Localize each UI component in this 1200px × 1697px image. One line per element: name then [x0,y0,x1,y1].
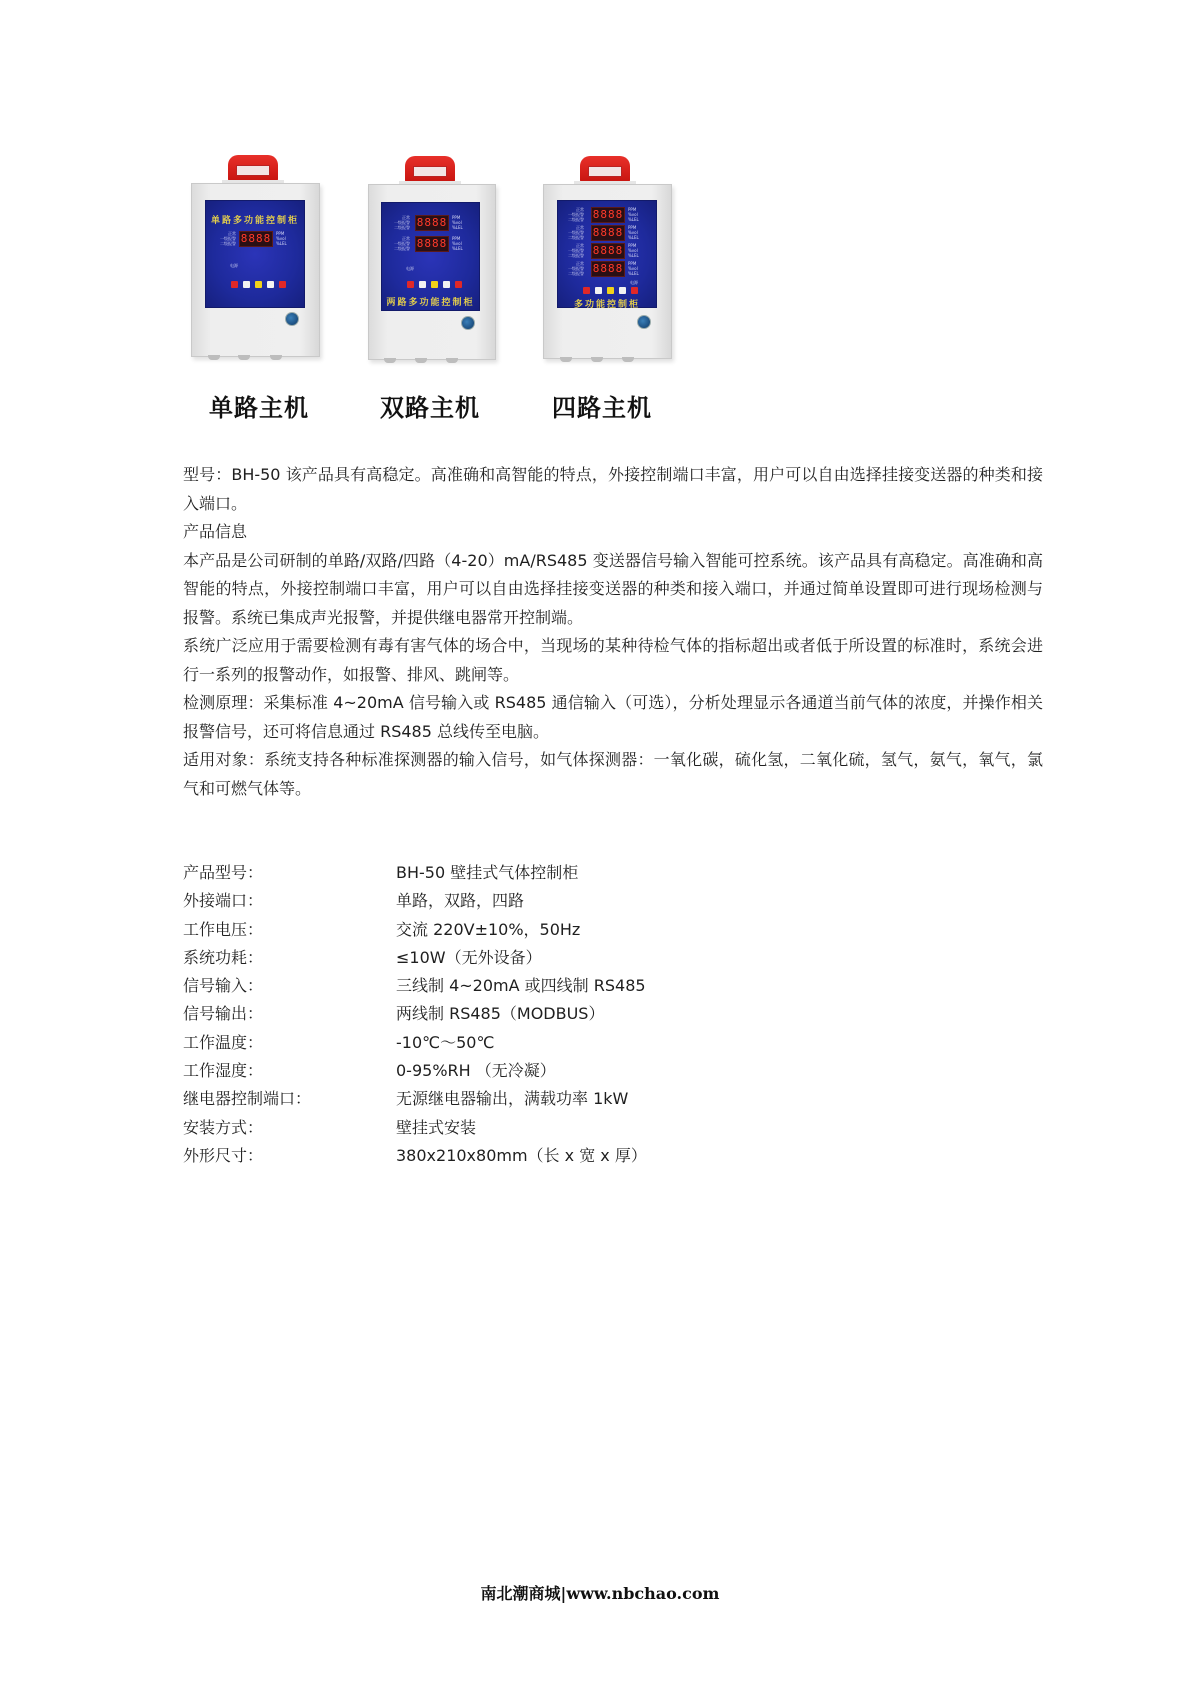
unit-labels: PPM %vol %LEL [276,231,287,246]
unit-labels: PPM %vol %LEL [628,243,639,258]
cable-gland [270,355,282,360]
application-text: 系统广泛应用于需要检测有毒有害气体的场合中，当现场的某种待检气体的指标超出或者低于所设置的标准时，系统会进行一系列的报警动作，如报警、排风、跳闸等。 [183,636,1043,684]
power-label: 电源 [630,280,638,285]
led-display: 8888 [240,232,272,245]
led-display: 8888 [416,216,448,229]
status-labels: 正常 一级报警 二级报警 [394,215,410,230]
cable-gland [208,355,220,360]
spec-row [183,860,647,888]
spec-key: 安装方式： [183,1117,264,1137]
down-arrow-icon [619,287,626,294]
spec-value: -10℃～50℃ [396,1032,495,1052]
caption-dual: 双路主机 [380,394,480,422]
cable-gland [238,355,250,360]
down-arrow-icon [267,281,274,288]
panel-title: 两路多功能控制柜 [386,298,475,308]
spec-key: 信号输出： [183,1004,264,1024]
panel-button [255,281,262,288]
control-panel [205,200,305,308]
power-label: 电源 [406,266,414,271]
status-labels: 正常 一级报警 二级报警 [394,236,410,251]
up-arrow-icon [419,281,426,288]
spec-table [183,860,647,1171]
cable-gland [384,358,396,363]
spec-row [183,888,647,916]
spec-key: 系统功耗： [183,947,264,967]
spec-key: 外形尺寸： [183,1145,264,1165]
model-line: 型号：BH-50 该产品具有高稳定。高准确和高智能的特点，外接控制端口丰富，用户可以自由选择挂接变送器的种类和接入端口。 [183,465,1043,513]
panel-button [407,281,414,288]
unit-labels: PPM %vol %LEL [452,215,463,230]
spec-value: 单路，双路，四路 [396,891,525,911]
control-panel [381,202,480,311]
led-display: 8888 [416,237,448,250]
spec-value: 0-95%RH （无冷凝） [396,1061,556,1081]
spec-row [183,1001,647,1029]
status-labels: 正常 一级报警 二级报警 [568,243,584,258]
panel-button [455,281,462,288]
unit-labels: PPM %vol %LEL [628,261,639,276]
led-display: 8888 [592,244,624,257]
cable-gland [560,357,572,362]
unit-labels: PPM %vol %LEL [628,225,639,240]
spec-key: 工作电压： [183,919,264,939]
unit-labels: PPM %vol %LEL [628,207,639,222]
status-labels: 正常 一级报警 二级报警 [568,225,584,240]
spec-key: 继电器控制端口： [183,1089,312,1109]
panel-title: 单路多功能控制柜 [210,216,299,226]
alarm-beacon-icon [228,155,278,181]
spec-row [183,1030,647,1058]
spec-row [183,917,647,945]
spec-row [183,1115,647,1143]
description-text: 本产品是公司研制的单路/双路/四路（4-20）mA/RS485 变送器信号输入智能可控系统。该产品具有高稳定。高准确和高智能的特点，外接控制端口丰富，用户可以自由选择挂接变送器的种类和接入端口，并通过简单设置即可进行现场检测与报警。系统已集成声光报警，并提供继电器常开控制端。 [183,550,1043,627]
spec-value: 380x210x80mm（长 x 宽 x 厚） [396,1145,647,1165]
panel-button [607,287,614,294]
led-display: 8888 [592,226,624,239]
caption-single: 单路主机 [209,394,309,422]
power-label: 电源 [230,263,238,268]
led-display: 8888 [592,262,624,275]
targets-text: 适用对象：系统支持各种标准探测器的输入信号，如气体探测器：一氧化碳，硫化氢，二氧化硫，氢气，氨气，氧气，氯气和可燃气体等。 [183,750,1043,798]
status-labels: 正常 一级报警 二级报警 [220,231,236,246]
spec-row [183,1086,647,1114]
key-lock-icon [285,312,299,326]
principle-text: 检测原理：采集标准 4~20mA 信号输入或 RS485 通信输入（可选），分析处理显示各通道当前气体的浓度，并操作相关报警信号，还可将信息通过 RS485 总线传至电脑。 [183,693,1043,741]
spec-key: 外接端口： [183,891,264,911]
spec-row [183,973,647,1001]
caption-quad: 四路主机 [552,394,652,422]
unit-labels: PPM %vol %LEL [452,236,463,251]
alarm-beacon-icon [580,156,630,182]
status-labels: 正常 一级报警 二级报警 [568,261,584,276]
spec-row [183,1058,647,1086]
cable-gland [591,357,603,362]
key-lock-icon [637,315,651,329]
panel-button [279,281,286,288]
spec-key: 工作湿度： [183,1061,264,1081]
panel-button [431,281,438,288]
footer-site-link[interactable]: 南北潮商城|www.nbchao.com [480,1584,720,1603]
status-labels: 正常 一级报警 二级报警 [568,207,584,222]
panel-button [231,281,238,288]
down-arrow-icon [443,281,450,288]
spec-row [183,1143,647,1171]
cable-gland [415,358,427,363]
panel-button [631,287,638,294]
control-panel [557,200,657,308]
spec-value: ≤10W（无外设备） [396,947,542,967]
product-description [183,461,1043,803]
spec-value: 两线制 RS485（MODBUS） [396,1004,605,1024]
key-lock-icon [461,316,475,330]
spec-row [183,945,647,973]
spec-key: 信号输入： [183,976,264,996]
spec-key: 工作温度： [183,1032,264,1052]
spec-value: 无源继电器输出，满载功率 1kW [396,1089,629,1109]
up-arrow-icon [595,287,602,294]
led-display: 8888 [592,208,624,221]
spec-key: 产品型号： [183,863,264,882]
cable-gland [622,357,634,362]
panel-title: 多功能控制柜 [573,300,640,310]
spec-value: 三线制 4~20mA 或四线制 RS485 [396,976,646,996]
spec-value: 交流 220V±10%，50Hz [396,919,581,939]
alarm-beacon-icon [405,156,455,182]
panel-button [583,287,590,294]
up-arrow-icon [243,281,250,288]
spec-value: 壁挂式安装 [396,1117,477,1137]
info-heading: 产品信息 [183,522,248,541]
cable-gland [446,358,458,363]
spec-value: BH-50 壁挂式气体控制柜 [396,863,579,882]
